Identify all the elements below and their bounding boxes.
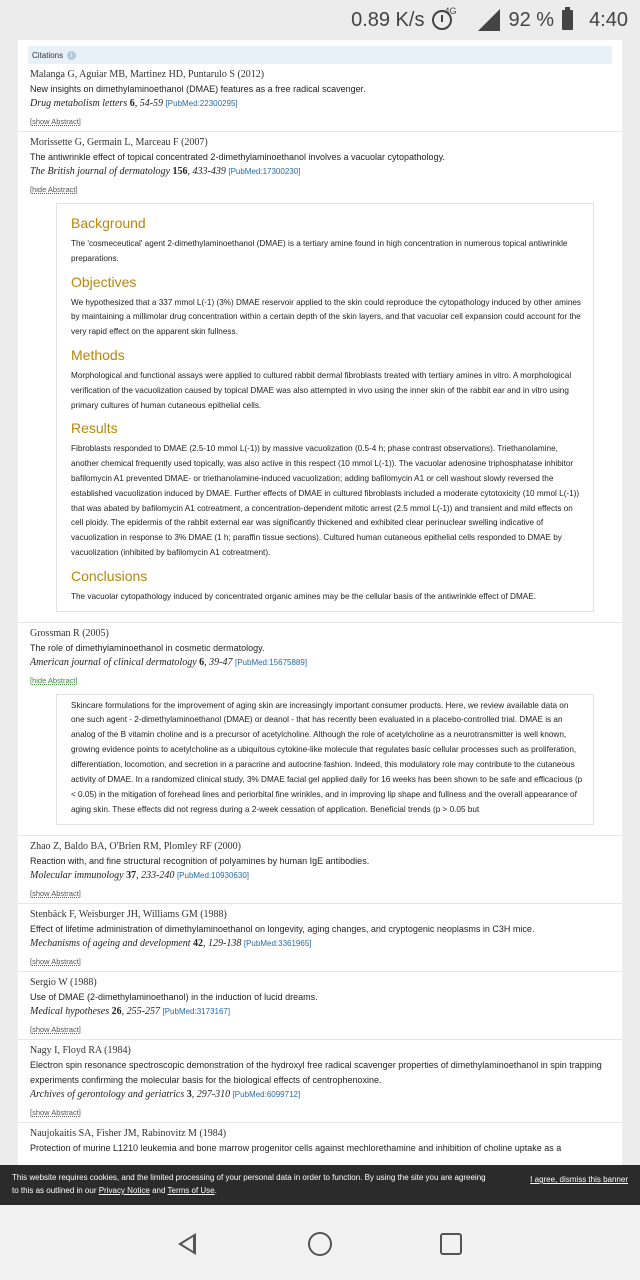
citation-title: Effect of lifetime administration of dimethylaminoethanol on longevity, aging changes, and cryptogenic neoplasms in C3H mice. [30, 923, 535, 934]
abstract-heading: Background [71, 215, 146, 231]
abstract-text: Fibroblasts responded to DMAE (2.5-10 mmol L(-1)) by massive vacuolization (0.5-4 h; phase contrast observations). Triethanolamine, another chemical frequently used topically, was also active in this respect (10 mmol L(-1)). The vacuolar adenosine triphosphatase inhibitor bafilomycin A1 prevented DMAE- or triethanolamine-induced vacuolization; adding bafilomycin A1 or cell washout slowly reversed the established vacuolization induced by DMAE. Further effects of DMAE in cultured fibroblasts included a moderate cytotoxicity (10 mmol L(-1)) that was abated by bafilomycin A1 cotreatment, a concentration-dependent mitotic arrest (2.5 mmol L(-1)) and transient and mild effects on cell ploidy. The epidermis of the rabbit external ear was significantly thickened and exhibited clear perinuclear swelling indicative of vacuolization in response to 3% DMAE (1 h; paraffin tissue sections). Cultured human cutaneous epithelial cells responded to DMAE by vacuolization (inhibited by bafilomycin A1 cotreatment). [71, 444, 580, 557]
signal-icon [444, 6, 500, 31]
terms-of-use-link[interactable]: Terms of Use [167, 1186, 215, 1195]
pubmed-link[interactable]: [PubMed:22300295] [165, 99, 238, 108]
status-bar [0, 0, 640, 40]
pubmed-link[interactable]: [PubMed:15675889] [234, 657, 308, 667]
show-abstract-toggle[interactable]: [show Abstract] [30, 1024, 81, 1034]
citation-journal: Drug metabolism letters 6, 54-59 [PubMed:22300295] [30, 98, 238, 109]
citation-title: The role of dimethylaminoethanol in cosmetic dermatology. [30, 642, 265, 653]
citation-item [18, 904, 622, 972]
citation-item [18, 132, 622, 623]
cookie-banner [0, 1165, 640, 1205]
citation-authors: Naujokaitis SA, Fisher JM, Rabinovitz M (1984) [30, 1127, 227, 1139]
pubmed-link[interactable]: [PubMed:3173167] [162, 1006, 231, 1016]
pubmed-link[interactable]: [PubMed:10930630] [176, 870, 249, 880]
citation-title: Electron spin resonance spectroscopic demonstration of the hydroxyl free radical scavenger properties of dimethylaminoethanol in spin trapping experiments confirming the molecular basis for the biological effects of centrophenoxine. [30, 1059, 602, 1085]
clock: 4:40 [589, 8, 628, 31]
citation-authors: Sergio W (1988) [30, 976, 97, 988]
show-abstract-toggle[interactable]: [show Abstract] [30, 888, 81, 898]
abstract-heading: Objectives [71, 273, 137, 290]
citation-authors: Grossman R (2005) [30, 627, 109, 639]
pubmed-link[interactable]: [PubMed:6099712] [232, 1089, 301, 1099]
hide-abstract-toggle[interactable]: [hide Abstract] [30, 675, 78, 685]
info-icon[interactable]: i [67, 51, 76, 60]
show-abstract-toggle[interactable]: [show Abstract] [30, 117, 81, 126]
network-type: 4G [444, 6, 457, 16]
abstract-heading: Results [71, 420, 118, 437]
abstract-heading: Methods [71, 346, 125, 363]
back-icon[interactable] [178, 1233, 196, 1255]
citation-title: New insights on dimethylaminoethanol (DMAE) features as a free radical scavenger. [30, 84, 366, 94]
citation-journal: Molecular immunology 37, 233-240 [PubMed:10930630] [30, 869, 249, 881]
citation-authors: Stenbäck F, Weisburger JH, Williams GM (1988) [30, 908, 227, 920]
citation-title: The antiwrinkle effect of topical concentrated 2-dimethylaminoethanol involves a vacuolar cytopathology. [30, 152, 445, 162]
citation-title: Use of DMAE (2-dimethylaminoethanol) in the induction of lucid dreams. [30, 991, 318, 1002]
citation-item [18, 1123, 622, 1158]
citations-page [18, 40, 622, 1165]
abstract-text: The 'cosmeceutical' agent 2-dimethylaminoethanol (DMAE) is a tertiary amine found in high concentration in numerous topical antiwrinkle preparations. [71, 239, 568, 263]
pubmed-link[interactable]: [PubMed:3361965] [243, 938, 312, 948]
system-nav-bar [0, 1205, 640, 1280]
citation-title: Reaction with, and fine structural recognition of polyamines by human IgE antibodies. [30, 855, 370, 866]
citation-item [18, 1040, 622, 1123]
abstract-text: We hypothesized that a 337 mmol L(-1) (3%) DMAE reservoir applied to the skin could reproduce the cytopathology induced by other amines by maintaining a millimolar drug concentration within a certain depth of the skin layers, and that vacuolar cell expansion could account for the very rapid effect on the apparent skin fullness. [71, 297, 582, 337]
abstract-heading: Conclusions [71, 567, 148, 584]
citation-authors: Nagy I, Floyd RA (1984) [30, 1044, 131, 1056]
pubmed-link[interactable]: [PubMed:17300230] [228, 167, 301, 176]
citation-journal: Mechanisms of ageing and development 42, 129-138 [PubMed:3361965] [30, 937, 312, 949]
recent-apps-icon[interactable] [440, 1233, 462, 1255]
citation-item [18, 64, 622, 132]
privacy-notice-link[interactable]: Privacy Notice [98, 1186, 150, 1195]
citation-journal: American journal of clinical dermatology 6, 39-47 [PubMed:15675889] [30, 656, 308, 668]
citation-journal: The British journal of dermatology 156, 433-439 [PubMed:17300230] [30, 166, 301, 177]
citation-journal: Archives of gerontology and geriatrics 3, 297-310 [PubMed:6099712] [30, 1088, 301, 1100]
battery-level: 92 % [508, 8, 555, 31]
citation-title: Protection of murine L1210 leukemia and bone marrow progenitor cells against mechlorethamine and inhibition of choline uptake as a [30, 1142, 562, 1153]
battery-icon [562, 10, 573, 30]
citation-authors: Morissette G, Germain L, Marceau F (2007) [30, 137, 208, 148]
abstract-panel [56, 203, 594, 612]
abstract-panel: Skincare formulations for the improvement of aging skin are increasingly important consumer products. Here, we review available data on one such agent - 2-dimethylaminoethanol (DMAE) or deanol - that has recently been evaluated in a placebo-controlled trial. DMAE is an analog of the B vitamin choline and is a precursor of acetylcholine. Although the role of acetylcholine as a neurotransmitter is well known, growing evidence points to acetylcholine as a ubiquitous cytokine-like molecule that regulates basic cellular processes such as proliferation, differentiation, locomotion, and secretion in a paracrine and autocrine fashion. Indeed, this modulatory role may contribute to the cutaneous activity of DMAE. In a randomized clinical study, 3% DMAE facial gel applied daily for 16 weeks has been shown to be safe and efficacious (p < 0.05) in the mitigation of forehead lines and periorbital fine wrinkles, and in improving lip shape and fullness and the overall appearance of aging skin. These effects did not regress during a 2-week cessation of application. Beneficial trends (p > 0.05 but [56, 694, 594, 825]
citation-item [18, 972, 622, 1040]
abstract-text: Morphological and functional assays were applied to cultured rabbit dermal fibroblasts treated with tertiary amines in vitro. A morphological verification of the vacuolization caused by topical DMAE was also attempted in vivo using the inner skin of the rabbit ear and in vitro using primary cultures of human cutaneous epithelial cells. [71, 370, 572, 410]
citation-authors: Zhao Z, Baldo BA, O'Brien RM, Plomley RF (2000) [30, 840, 241, 852]
home-icon[interactable] [308, 1232, 332, 1256]
citations-label: Citations [32, 50, 64, 60]
citation-item [18, 623, 622, 836]
cookie-text: This website requires cookies, and the limited processing of your personal data in order to function. By using the site you are agreeing to this as outlined in our Privacy Notice and Terms of Use. [12, 1173, 486, 1195]
dismiss-banner-button[interactable]: I agree, dismiss this banner [530, 1175, 628, 1184]
show-abstract-toggle[interactable]: [show Abstract] [30, 956, 81, 966]
network-speed: 0.89 K/s [351, 8, 425, 31]
citation-authors: Malanga G, Aguiar MB, Martinez HD, Puntarulo S (2012) [30, 69, 265, 80]
citation-journal: Medical hypotheses 26, 255-257 [PubMed:3173167] [30, 1005, 231, 1017]
show-abstract-toggle[interactable]: [show Abstract] [30, 1107, 81, 1117]
hide-abstract-toggle[interactable]: [hide Abstract] [30, 185, 78, 194]
citations-header [28, 46, 612, 64]
citation-item [18, 836, 622, 904]
abstract-text: The vacuolar cytopathology induced by concentrated organic amines may be the cellular basis of the antiwrinkle effect of DMAE. [71, 591, 536, 601]
